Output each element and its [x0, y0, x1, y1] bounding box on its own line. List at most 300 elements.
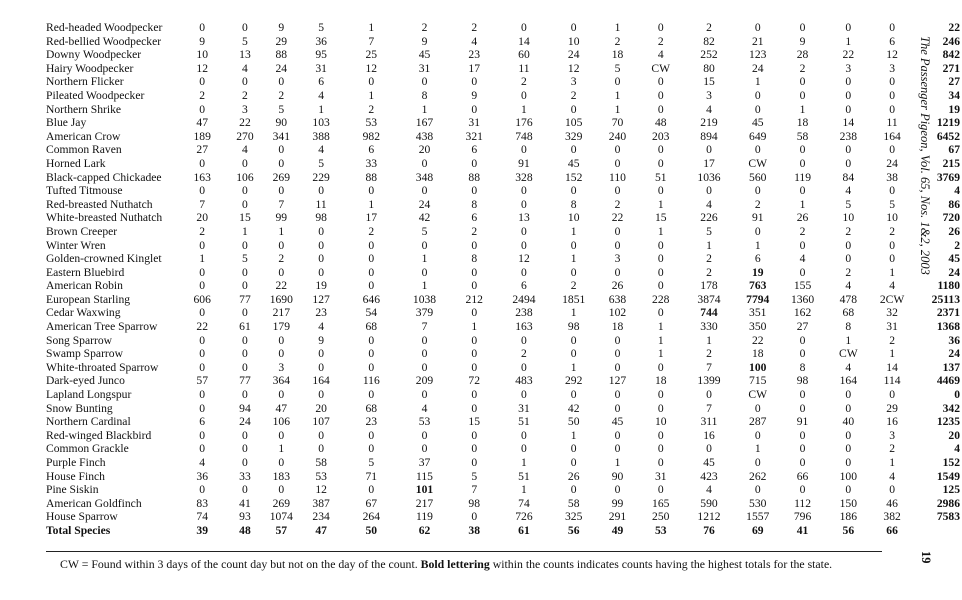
- count-cell: 5: [278, 102, 285, 116]
- count-cell: 167: [415, 116, 434, 130]
- count-cell: 23: [468, 48, 481, 62]
- count-cell: 36: [196, 469, 208, 483]
- state-total-cell: 1235: [936, 415, 960, 429]
- count-cell: 57: [196, 374, 208, 388]
- count-cell: 0: [471, 510, 478, 524]
- empty-cell: [910, 524, 962, 538]
- count-cell: 58: [567, 496, 580, 510]
- count-cell: 0: [754, 401, 761, 415]
- count-cell: 8: [845, 320, 852, 334]
- count-cell: 25: [365, 48, 378, 62]
- count-cell: 1: [754, 238, 761, 252]
- count-cell: 0: [318, 184, 324, 198]
- count-cell: 164: [839, 374, 857, 388]
- count-cell: 119: [794, 170, 812, 184]
- species-name: Black-capped Chickadee: [46, 170, 162, 184]
- count-cell: 7: [706, 360, 712, 374]
- count-cell: 9: [278, 21, 285, 34]
- count-cell: 7794: [746, 292, 770, 306]
- count-cell: 26: [611, 279, 624, 293]
- count-cell: 18: [611, 320, 624, 334]
- count-cell: 328: [515, 170, 533, 184]
- table-row: [46, 198, 962, 212]
- count-cell: 2: [570, 88, 577, 102]
- count-cell: 5: [318, 21, 324, 34]
- count-cell: 0: [242, 279, 248, 293]
- species-name: Blue Jay: [46, 116, 87, 130]
- count-cell: 0: [799, 347, 806, 361]
- count-cell: 22: [196, 320, 208, 334]
- count-cell: 0: [889, 238, 895, 252]
- count-cell: 0: [521, 428, 527, 442]
- count-cell: 0: [199, 102, 206, 116]
- count-cell: 0: [799, 388, 806, 402]
- count-cell: 20: [196, 211, 208, 225]
- species-name: Red-bellied Woodpecker: [46, 34, 162, 48]
- species-name: Hairy Woodpecker: [46, 61, 134, 75]
- count-cell: 9: [318, 333, 324, 347]
- count-cell: 5: [368, 456, 375, 469]
- count-cell: 6: [889, 34, 895, 48]
- count-cell: 0: [318, 265, 324, 279]
- count-cell: 3: [278, 360, 285, 374]
- count-cell: 1212: [697, 510, 721, 524]
- count-cell: 0: [570, 238, 577, 252]
- table-row: [46, 143, 962, 157]
- count-cell: 0: [570, 347, 577, 361]
- count-cell: 1: [799, 197, 806, 211]
- table-row: [46, 470, 962, 484]
- count-cell: 6: [199, 415, 206, 429]
- count-cell: 3: [845, 61, 852, 75]
- count-cell: 1: [845, 34, 852, 48]
- count-cell: 478: [839, 292, 857, 306]
- count-cell: 71: [365, 469, 378, 483]
- count-cell: 0: [657, 428, 664, 442]
- state-total-cell: 215: [942, 156, 960, 170]
- count-cell: 0: [199, 388, 206, 402]
- state-total-cell: 342: [942, 401, 960, 415]
- count-cell: 77: [239, 292, 251, 306]
- count-cell: 0: [845, 21, 852, 34]
- count-cell: 744: [700, 306, 718, 320]
- count-cell: 19: [751, 265, 764, 279]
- count-cell: 74: [196, 510, 208, 524]
- count-cell: 54: [365, 306, 378, 320]
- table-row: [46, 266, 962, 280]
- count-cell: 388: [312, 129, 330, 143]
- count-cell: 1: [706, 238, 712, 252]
- count-cell: 0: [845, 88, 852, 102]
- count-cell: 649: [749, 129, 767, 143]
- count-cell: 0: [657, 21, 664, 34]
- table-row: [46, 89, 962, 103]
- count-cell: 0: [614, 238, 621, 252]
- species-name: Golden-crowned Kinglet: [46, 252, 162, 266]
- count-cell: 19: [315, 279, 327, 293]
- count-cell: 1360: [790, 292, 815, 306]
- state-total-cell: 22: [948, 21, 960, 34]
- state-total-cell: 137: [942, 360, 960, 374]
- count-cell: 12: [365, 61, 378, 75]
- state-total-cell: 26: [948, 224, 960, 238]
- count-cell: 0: [471, 347, 478, 361]
- state-total-cell: 4: [954, 442, 960, 456]
- count-cell: 18: [751, 347, 764, 361]
- count-cell: 0: [845, 442, 852, 456]
- count-cell: 189: [193, 129, 211, 143]
- count-cell: 0: [799, 75, 806, 89]
- count-cell: 0: [614, 388, 621, 402]
- count-cell: 321: [465, 129, 483, 143]
- count-cell: 0: [471, 265, 478, 279]
- count-cell: 0: [471, 401, 478, 415]
- total-species-cell: 41: [796, 523, 809, 537]
- count-cell: 0: [242, 442, 248, 456]
- count-cell: 0: [199, 156, 206, 170]
- count-cell: 53: [418, 415, 431, 429]
- state-total-cell: 27: [948, 75, 960, 89]
- count-cell: 1: [754, 442, 761, 456]
- count-cell: 37: [418, 456, 431, 469]
- species-name: House Finch: [46, 469, 105, 483]
- count-cell: 217: [272, 306, 290, 320]
- count-cell: 4: [421, 401, 428, 415]
- count-cell: 91: [518, 156, 530, 170]
- count-cell: 7: [471, 483, 478, 497]
- species-name: Eastern Bluebird: [46, 265, 125, 279]
- state-total-cell: 86: [948, 197, 960, 211]
- count-cell: 0: [278, 347, 285, 361]
- count-cell: 0: [845, 456, 852, 469]
- count-cell: 0: [368, 265, 375, 279]
- count-cell: 98: [315, 211, 327, 225]
- footnote-bold-text: Bold lettering: [420, 557, 490, 571]
- count-cell: 0: [845, 401, 852, 415]
- table-row: [46, 239, 962, 253]
- count-cell: 0: [614, 428, 621, 442]
- count-cell: 4: [471, 34, 478, 48]
- count-cell: 0: [199, 442, 206, 456]
- count-cell: 2: [521, 347, 527, 361]
- count-cell: 5: [706, 224, 712, 238]
- count-cell: 51: [654, 170, 667, 184]
- count-cell: 110: [609, 170, 626, 184]
- count-cell: 1: [845, 333, 852, 347]
- count-cell: 0: [368, 279, 375, 293]
- table-body: [46, 21, 962, 538]
- species-name: Pine Siskin: [46, 483, 99, 497]
- count-cell: 0: [845, 156, 852, 170]
- count-cell: 0: [706, 184, 712, 198]
- count-cell: 8: [471, 252, 478, 266]
- count-cell: 0: [657, 279, 664, 293]
- count-cell: 9: [799, 34, 806, 48]
- count-cell: 5: [318, 156, 324, 170]
- total-species-cell: 38: [468, 523, 481, 537]
- count-cell: 2: [845, 265, 852, 279]
- count-cell: 107: [312, 415, 330, 429]
- count-cell: 0: [521, 360, 527, 374]
- count-cell: 7: [421, 320, 428, 334]
- count-cell: 11: [518, 61, 530, 75]
- count-cell: 1: [318, 102, 324, 116]
- count-cell: 0: [521, 388, 527, 402]
- count-cell: 0: [421, 388, 428, 402]
- state-total-cell: 1219: [936, 116, 960, 130]
- count-cell: 0: [421, 442, 428, 456]
- count-cell: 2: [889, 442, 895, 456]
- count-cell: 0: [242, 75, 248, 89]
- state-total-cell: 67: [948, 143, 960, 157]
- count-cell: 0: [614, 224, 621, 238]
- count-cell: 1: [889, 265, 895, 279]
- count-cell: 162: [793, 306, 812, 320]
- count-cell: 0: [318, 224, 324, 238]
- count-cell: 287: [749, 415, 767, 429]
- count-cell: 0: [318, 388, 324, 402]
- state-total-cell: 24: [948, 347, 960, 361]
- count-cell: 1: [278, 442, 285, 456]
- count-cell: 0: [242, 388, 248, 402]
- count-cell: 6: [471, 143, 478, 157]
- count-cell: 21: [751, 34, 764, 48]
- count-cell: 41: [239, 496, 251, 510]
- count-cell: 51: [518, 415, 530, 429]
- count-cell: 330: [700, 320, 718, 334]
- count-cell: 12: [315, 483, 327, 497]
- count-cell: 58: [796, 129, 809, 143]
- count-cell: 0: [199, 265, 206, 279]
- count-cell: 0: [521, 442, 527, 456]
- count-cell: 12: [886, 48, 898, 62]
- count-cell: 0: [657, 156, 664, 170]
- count-cell: 0: [421, 333, 428, 347]
- count-cell: 0: [471, 306, 478, 320]
- count-cell: 0: [471, 184, 478, 198]
- count-cell: 0: [471, 388, 478, 402]
- bird-count-table: [46, 21, 962, 538]
- count-cell: 0: [368, 388, 375, 402]
- count-cell: 2: [889, 333, 895, 347]
- count-cell: 3: [889, 61, 895, 75]
- count-cell: 5: [614, 61, 621, 75]
- count-cell: 0: [521, 88, 527, 102]
- count-cell: 4: [242, 61, 248, 75]
- count-cell: 5: [889, 197, 895, 211]
- count-cell: 10: [567, 34, 580, 48]
- count-cell: 102: [608, 306, 627, 320]
- count-cell: 9: [471, 88, 478, 102]
- count-cell: 217: [415, 496, 434, 510]
- count-cell: 219: [700, 116, 718, 130]
- species-name: Horned Lark: [46, 156, 106, 170]
- count-cell: 0: [421, 347, 428, 361]
- count-cell: 0: [889, 143, 895, 157]
- table-row: [46, 483, 962, 497]
- count-cell: 45: [703, 456, 715, 469]
- count-cell: 270: [236, 129, 254, 143]
- count-cell: 262: [749, 469, 767, 483]
- count-cell: 1: [368, 21, 375, 34]
- count-cell: 0: [368, 347, 375, 361]
- state-total-cell: 720: [942, 211, 960, 225]
- count-cell: 0: [199, 360, 206, 374]
- count-cell: 11: [315, 197, 327, 211]
- state-total-cell: 152: [942, 456, 960, 469]
- count-cell: 68: [842, 306, 855, 320]
- count-cell: 2: [278, 252, 285, 266]
- state-total-cell: 45: [948, 252, 960, 266]
- count-cell: 31: [418, 61, 431, 75]
- count-cell: 0: [521, 197, 527, 211]
- count-cell: 5: [242, 34, 248, 48]
- count-cell: 2: [614, 34, 621, 48]
- count-cell: 2: [278, 88, 285, 102]
- count-cell: 18: [611, 48, 624, 62]
- count-cell: 4: [845, 360, 852, 374]
- count-cell: CW: [838, 347, 858, 361]
- count-cell: 0: [657, 401, 664, 415]
- total-species-cell: 69: [751, 523, 764, 537]
- count-cell: 0: [614, 265, 621, 279]
- count-cell: 1: [199, 252, 206, 266]
- count-cell: 894: [700, 129, 718, 143]
- count-cell: 8: [570, 197, 577, 211]
- count-cell: 20: [315, 401, 327, 415]
- count-cell: 23: [315, 306, 327, 320]
- total-species-label: Total Species: [46, 523, 111, 537]
- count-cell: 12: [567, 61, 580, 75]
- count-cell: 24: [886, 156, 898, 170]
- count-cell: 90: [275, 116, 288, 130]
- state-total-cell: 1549: [936, 469, 960, 483]
- count-cell: 250: [652, 510, 670, 524]
- count-cell: 1038: [412, 292, 437, 306]
- count-cell: 3874: [697, 292, 721, 306]
- count-cell: 105: [565, 116, 583, 130]
- count-cell: 212: [465, 292, 483, 306]
- count-cell: 24: [567, 48, 580, 62]
- count-cell: 7: [706, 401, 712, 415]
- count-cell: 22: [842, 48, 855, 62]
- table-row: [46, 21, 962, 35]
- count-cell: 1: [889, 347, 895, 361]
- count-cell: 0: [614, 184, 621, 198]
- count-cell: 4: [706, 483, 712, 497]
- count-cell: 0: [242, 483, 248, 497]
- count-cell: 6: [754, 252, 761, 266]
- species-name: American Crow: [46, 129, 121, 143]
- count-cell: 48: [654, 116, 667, 130]
- count-cell: 0: [799, 483, 806, 497]
- count-cell: 10: [842, 211, 855, 225]
- count-cell: 1851: [562, 292, 586, 306]
- count-cell: 0: [570, 21, 577, 34]
- count-cell: 0: [706, 388, 712, 402]
- count-cell: 0: [199, 75, 206, 89]
- count-cell: 45: [567, 156, 580, 170]
- count-cell: 0: [570, 265, 577, 279]
- count-cell: 68: [365, 401, 378, 415]
- count-cell: 0: [614, 360, 621, 374]
- count-cell: 379: [415, 306, 434, 320]
- count-cell: 0: [754, 102, 761, 116]
- count-cell: 164: [883, 129, 901, 143]
- footnote-text-2: within the counts indicates counts having the highest totals for the state.: [489, 557, 833, 571]
- count-cell: 163: [515, 320, 533, 334]
- count-cell: 1: [242, 224, 248, 238]
- count-cell: 17: [468, 61, 481, 75]
- count-cell: 351: [749, 306, 767, 320]
- count-cell: 24: [275, 61, 288, 75]
- count-cell: 4: [318, 143, 324, 157]
- table-row: [46, 293, 962, 307]
- state-total-cell: 34: [948, 88, 960, 102]
- count-cell: 183: [272, 469, 290, 483]
- count-cell: 88: [468, 170, 481, 184]
- count-cell: 4: [318, 88, 324, 102]
- count-cell: 0: [614, 333, 621, 347]
- count-cell: 51: [518, 469, 530, 483]
- count-cell: 42: [567, 401, 580, 415]
- count-cell: 15: [468, 415, 481, 429]
- species-name: Northern Flicker: [46, 75, 124, 89]
- count-cell: 15: [703, 75, 715, 89]
- count-cell: 0: [471, 428, 478, 442]
- count-cell: 238: [839, 129, 857, 143]
- count-cell: 2: [889, 224, 895, 238]
- count-cell: 15: [654, 211, 667, 225]
- count-cell: 22: [239, 116, 251, 130]
- count-cell: 82: [703, 34, 715, 48]
- count-cell: 0: [278, 428, 285, 442]
- state-total-cell: 271: [942, 61, 960, 75]
- count-cell: 0: [657, 184, 664, 198]
- count-cell: 0: [199, 184, 206, 198]
- total-species-cell: 62: [418, 523, 431, 537]
- count-cell: 45: [751, 116, 764, 130]
- state-total-cell: 0: [954, 388, 960, 402]
- count-cell: 0: [614, 156, 621, 170]
- count-cell: 0: [521, 184, 527, 198]
- count-cell: 348: [415, 170, 434, 184]
- count-cell: 80: [703, 61, 715, 75]
- count-cell: 31: [468, 116, 481, 130]
- species-name: Pileated Woodpecker: [46, 88, 145, 102]
- count-cell: 0: [199, 347, 206, 361]
- count-cell: 2: [471, 224, 478, 238]
- count-cell: 45: [611, 415, 624, 429]
- count-cell: 1: [657, 333, 664, 347]
- count-cell: 0: [278, 75, 285, 89]
- count-cell: 0: [278, 483, 285, 497]
- table-row: [46, 456, 962, 470]
- table-row: [46, 184, 962, 198]
- count-cell: 0: [845, 388, 852, 402]
- count-cell: 14: [842, 116, 855, 130]
- count-cell: 0: [754, 184, 761, 198]
- count-cell: 5: [421, 224, 428, 238]
- count-cell: 24: [751, 61, 764, 75]
- page-number: 19: [919, 551, 933, 564]
- count-cell: 0: [570, 388, 577, 402]
- count-cell: 53: [315, 469, 327, 483]
- count-cell: 8: [471, 197, 478, 211]
- state-total-cell: 246: [942, 34, 960, 48]
- count-cell: 1: [799, 102, 806, 116]
- count-cell: 0: [521, 333, 527, 347]
